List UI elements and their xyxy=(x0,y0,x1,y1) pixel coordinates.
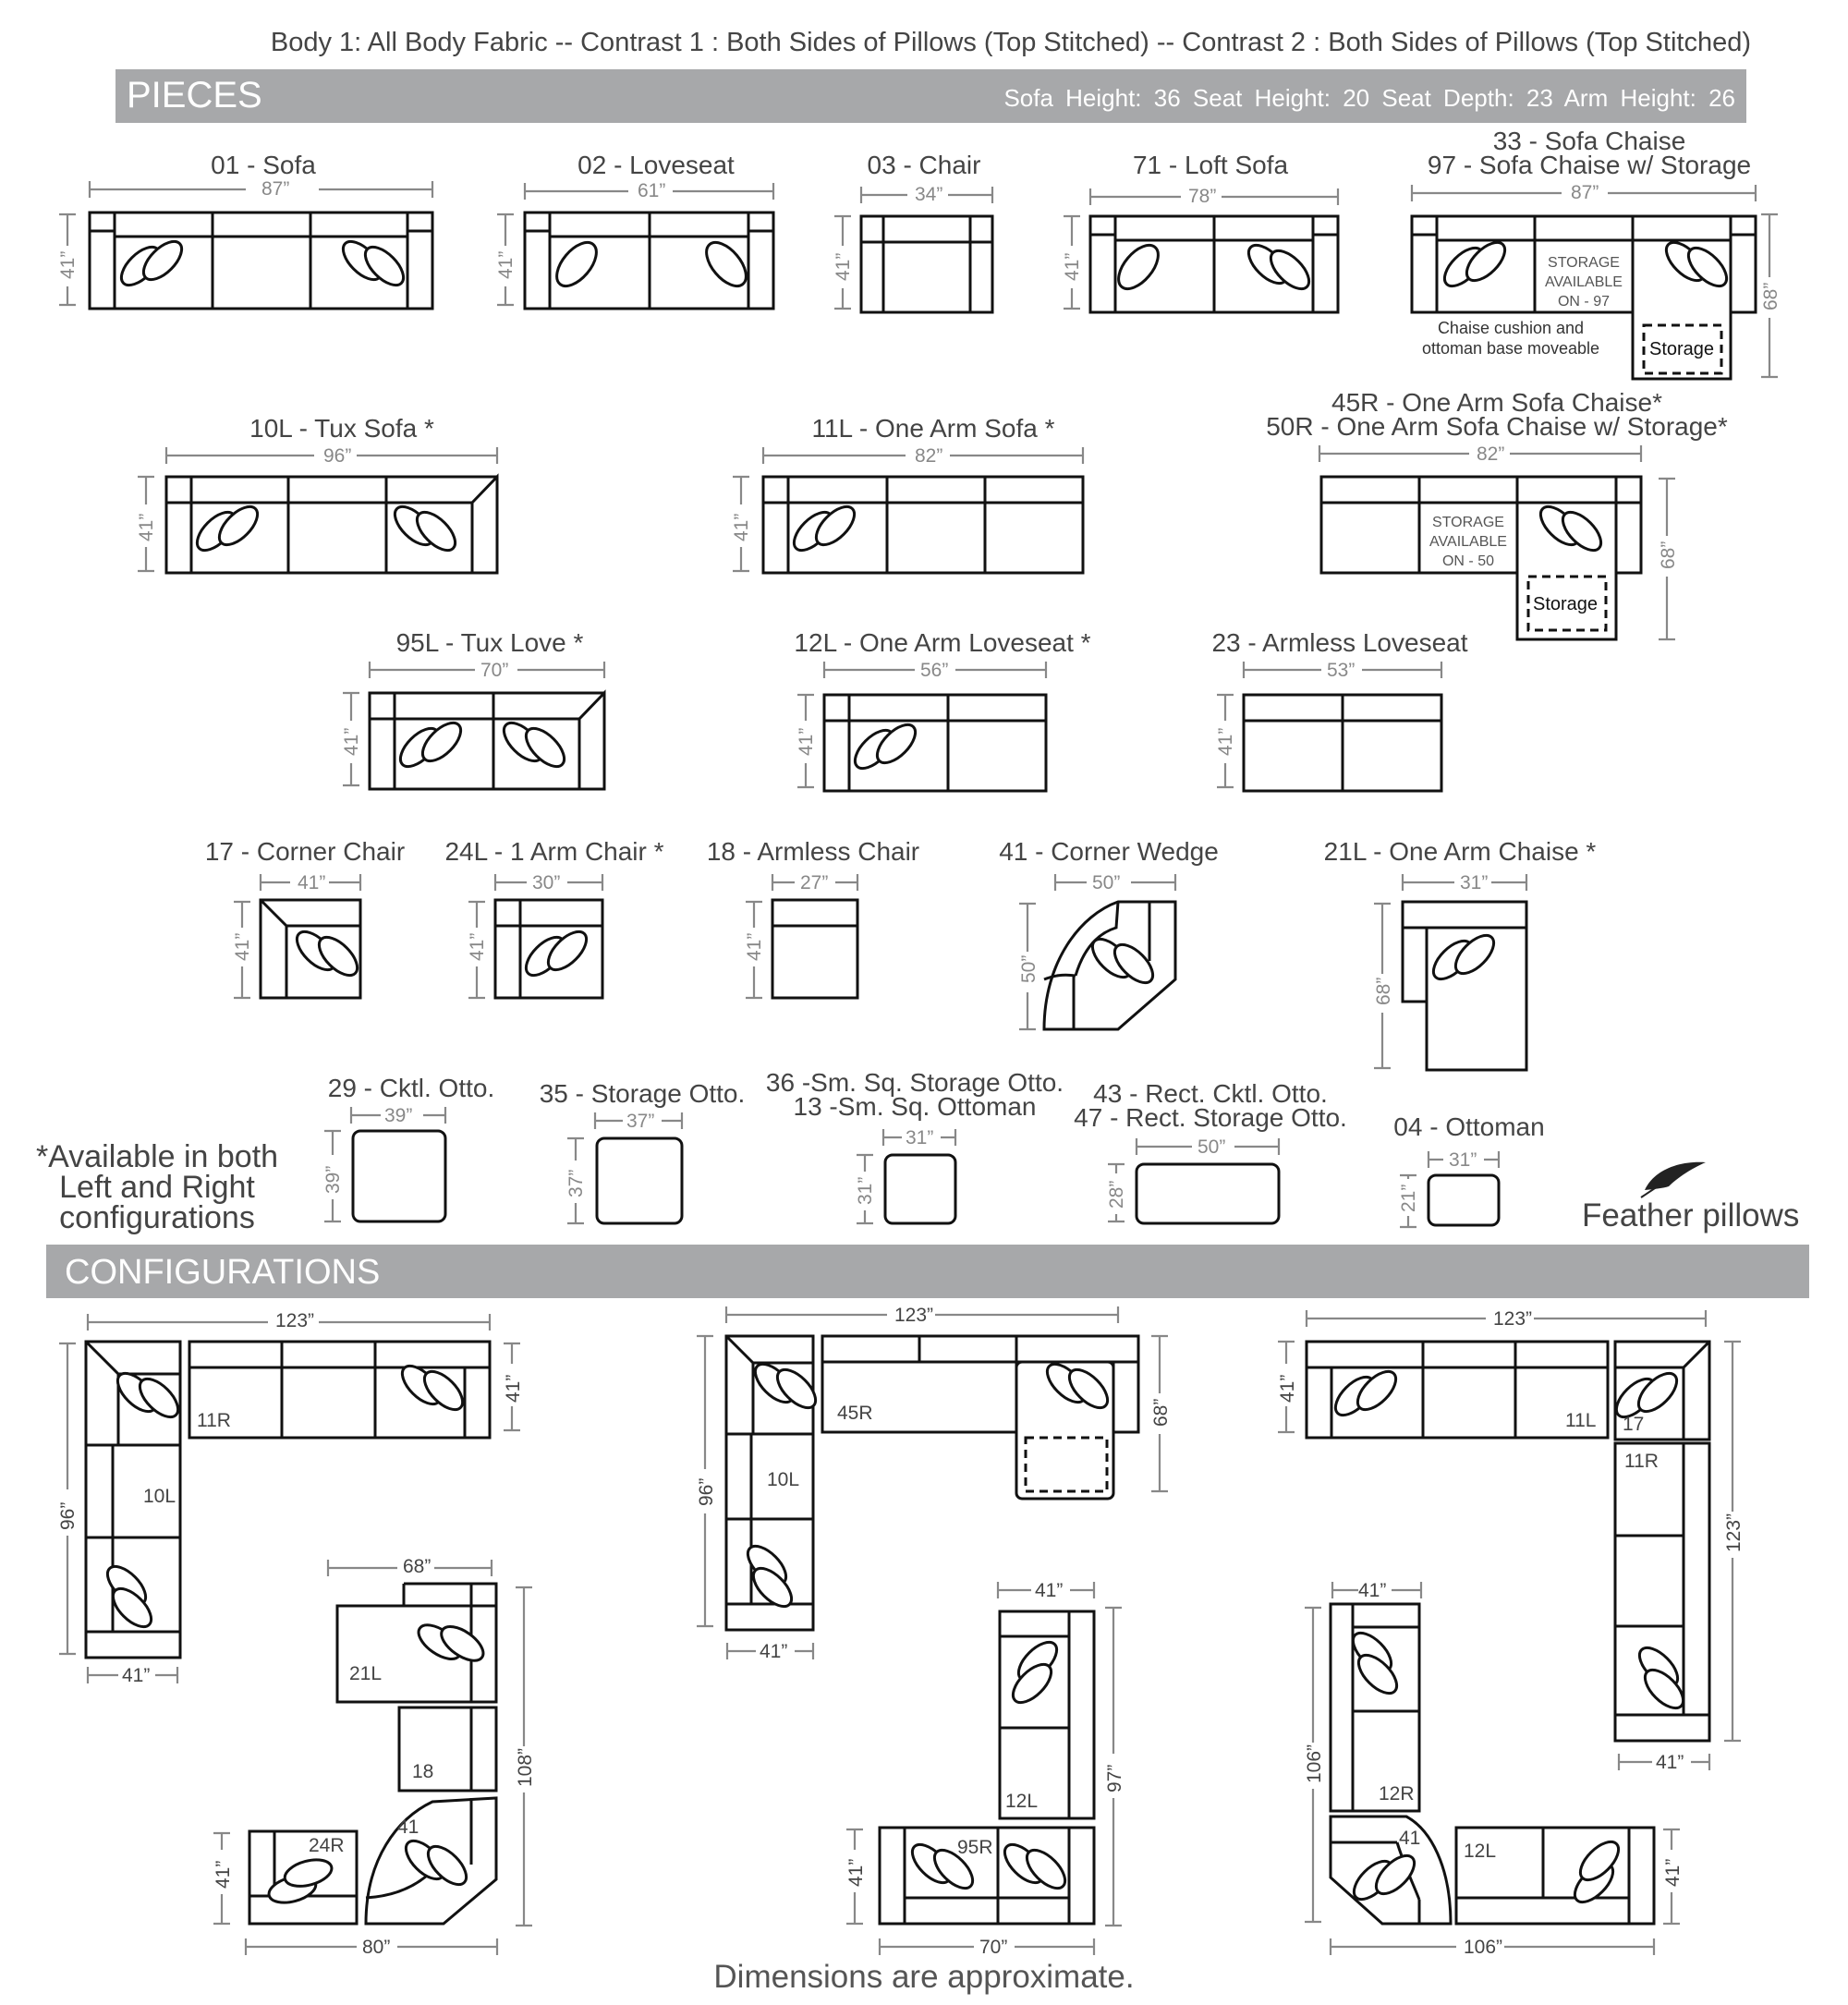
piece-one-arm-sofa xyxy=(731,445,1083,573)
piece-label-tux-sofa: 10L - Tux Sofa * xyxy=(249,414,434,443)
dim-c1-width: 123” xyxy=(275,1310,315,1331)
piece-label-sofa: 01 - Sofa xyxy=(211,151,316,179)
dim-cktl-otto-depth: 39” xyxy=(322,1165,344,1194)
piece-label-armless-loveseat: 23 - Armless Loveseat xyxy=(1211,628,1468,657)
config-code: 12L xyxy=(1005,1791,1039,1812)
storage-available-note: AVAILABLE xyxy=(1545,274,1623,290)
piece-label-chair: 03 - Chair xyxy=(867,151,981,179)
footer-note: Dimensions are approximate. xyxy=(713,1959,1135,1995)
config-code: 12R xyxy=(1379,1783,1415,1804)
dim-loft-depth: 41” xyxy=(1062,252,1083,281)
dim-c1b-depth: 41” xyxy=(213,1860,234,1889)
piece-label-one-arm-chair: 24L - 1 Arm Chair * xyxy=(444,837,664,866)
piece-armless-chair xyxy=(744,872,857,998)
config-code: 17 xyxy=(1623,1414,1645,1435)
piece-label-one-arm-loveseat: 12L - One Arm Loveseat * xyxy=(794,628,1091,657)
dim-sm-sq-otto-depth: 31” xyxy=(855,1176,876,1205)
dim-loveseat-width: 61” xyxy=(638,180,666,201)
piece-one-arm-chaise xyxy=(1373,872,1526,1070)
piece-ottoman xyxy=(1398,1149,1499,1227)
piece-label-storage-otto: 35 - Storage Otto. xyxy=(539,1079,746,1108)
piece-corner-wedge xyxy=(1018,872,1175,1029)
dim-armless-chair-width: 27” xyxy=(800,872,829,893)
config-code: 10L xyxy=(767,1469,800,1490)
dim-cktl-otto-width: 39” xyxy=(384,1105,413,1126)
availability-line: configurations xyxy=(59,1200,255,1235)
dim-chair-width: 34” xyxy=(915,184,943,205)
dim-one-arm-chaise-width: 31” xyxy=(1460,872,1489,893)
piece-rect-otto xyxy=(1106,1136,1279,1223)
dim-one-arm-chaise-width: 82” xyxy=(1477,444,1505,465)
dim-rect-otto-width: 50” xyxy=(1198,1136,1226,1158)
dim-c1-depth: 41” xyxy=(503,1374,524,1403)
feather-pillows-label: Feather pillows xyxy=(1582,1197,1800,1233)
dim-sofa-depth: 41” xyxy=(57,250,79,279)
dimension-specs: Sofa Height: 36 Seat Height: 20 Seat Depth: 23 Arm Height: 26 xyxy=(1003,84,1735,112)
piece-label-one-arm-chaise: 21L - One Arm Chaise * xyxy=(1323,837,1597,866)
config-2 xyxy=(696,1305,1172,1958)
feather-icon xyxy=(1641,1162,1706,1197)
storage-available-note: ON - 50 xyxy=(1441,553,1495,569)
dim-corner-chair-width: 41” xyxy=(298,872,326,893)
piece-one-arm-chair xyxy=(467,872,602,998)
storage-label: Storage xyxy=(1533,594,1599,614)
piece-cktl-otto xyxy=(322,1105,445,1221)
dim-one-arm-sofa-width: 82” xyxy=(915,445,943,467)
config-code: 45R xyxy=(837,1403,873,1424)
piece-label-sofa-chaise-storage: 97 - Sofa Chaise w/ Storage xyxy=(1427,151,1752,179)
dim-c3-height: 123” xyxy=(1723,1513,1745,1552)
config-code: 10L xyxy=(143,1486,176,1507)
dim-ottoman-width: 31” xyxy=(1449,1149,1477,1171)
dim-c2b-bottom: 70” xyxy=(979,1937,1008,1958)
config-code: 11L xyxy=(1565,1410,1597,1431)
dim-corner-chair-depth: 41” xyxy=(232,932,253,961)
dim-one-arm-loveseat-depth: 41” xyxy=(796,727,817,756)
dim-c2-height: 96” xyxy=(696,1477,717,1506)
piece-sm-sq-otto xyxy=(855,1127,955,1223)
config-code: 12L xyxy=(1464,1841,1497,1862)
piece-label-corner-wedge: 41 - Corner Wedge xyxy=(999,837,1219,866)
dim-tux-sofa-depth: 41” xyxy=(136,513,157,541)
piece-one-arm-sofa-chaise xyxy=(1319,444,1679,639)
dim-c3b-height: 106” xyxy=(1304,1744,1325,1783)
config-code: 41 xyxy=(1399,1828,1421,1849)
config-code: 11R xyxy=(197,1410,231,1431)
dim-storage-otto-depth: 37” xyxy=(565,1169,587,1197)
piece-label-corner-chair: 17 - Corner Chair xyxy=(204,837,406,866)
dim-one-arm-loveseat-width: 56” xyxy=(920,660,949,681)
availability-line: *Available in both xyxy=(35,1139,279,1174)
dim-one-arm-chair-width: 30” xyxy=(532,872,561,893)
dim-loveseat-depth: 41” xyxy=(495,250,517,279)
dim-rect-otto-depth: 28” xyxy=(1106,1180,1127,1209)
dim-chair-depth: 41” xyxy=(833,252,854,281)
pieces-title: PIECES xyxy=(127,75,262,115)
dim-armless-loveseat-depth: 41” xyxy=(1215,727,1236,756)
piece-label-sofa-chaise: 33 - Sofa Chaise xyxy=(1492,127,1686,155)
chaise-note-line: ottoman base moveable xyxy=(1421,339,1600,358)
dim-sm-sq-otto-width: 31” xyxy=(906,1127,934,1148)
dim-c1-height: 96” xyxy=(57,1501,79,1530)
config-code: 21L xyxy=(349,1663,383,1684)
dim-loft-width: 78” xyxy=(1188,186,1217,207)
dim-sofa-width: 87” xyxy=(261,178,290,200)
piece-label-armless-chair: 18 - Armless Chair xyxy=(706,837,920,866)
storage-available-note: AVAILABLE xyxy=(1429,534,1507,550)
piece-sofa xyxy=(57,178,432,309)
piece-label-one-arm-sofa: 11L - One Arm Sofa * xyxy=(811,414,1055,443)
piece-corner-chair xyxy=(232,872,364,998)
piece-label-one-arm-sofa-chaise-storage: 50R - One Arm Sofa Chaise w/ Storage* xyxy=(1266,412,1728,441)
dim-one-arm-sofa-depth: 41” xyxy=(731,513,752,541)
dim-c2b-width: 41” xyxy=(1035,1580,1064,1601)
dim-tux-love-depth: 41” xyxy=(341,727,362,756)
chaise-note-line: Chaise cushion and xyxy=(1437,319,1585,337)
piece-loft-sofa xyxy=(1062,186,1338,312)
piece-label-tux-love: 95L - Tux Love * xyxy=(395,628,584,657)
dim-one-arm-chair-depth: 41” xyxy=(467,932,488,961)
storage-available-note: STORAGE xyxy=(1432,515,1504,530)
dim-armless-chair-depth: 41” xyxy=(744,932,765,961)
piece-one-arm-loveseat xyxy=(796,660,1046,791)
dim-c1b-bottom: 80” xyxy=(362,1937,391,1958)
storage-available-note: STORAGE xyxy=(1548,255,1620,271)
config-code: 41 xyxy=(397,1817,419,1838)
config-code: 24R xyxy=(309,1835,345,1856)
piece-label-one-arm-sofa-chaise: 45R - One Arm Sofa Chaise* xyxy=(1331,388,1662,417)
piece-label-sm-sq-storage-otto: 36 -Sm. Sq. Storage Otto. xyxy=(765,1068,1064,1097)
storage-label: Storage xyxy=(1649,339,1715,359)
config-3 xyxy=(1277,1308,1745,1958)
dim-c3-bottom: 41” xyxy=(1656,1752,1684,1773)
dim-c3b-width: 41” xyxy=(1358,1580,1387,1601)
piece-chair xyxy=(833,184,992,312)
dim-one-arm-chaise-depth: 68” xyxy=(1658,541,1679,569)
config-1 xyxy=(57,1310,536,1958)
config-code: 18 xyxy=(412,1761,434,1782)
dim-c1b-width: 68” xyxy=(403,1556,432,1577)
dim-storage-otto-width: 37” xyxy=(626,1111,655,1132)
dim-ottoman-depth: 21” xyxy=(1398,1184,1419,1212)
availability-line: Left and Right xyxy=(59,1170,255,1205)
piece-tux-sofa xyxy=(136,445,497,573)
dim-c2-bottom: 41” xyxy=(760,1641,788,1662)
piece-label-loft-sofa: 71 - Loft Sofa xyxy=(1132,151,1289,179)
piece-armless-loveseat xyxy=(1215,660,1441,791)
piece-label-rect-storage-otto: 47 - Rect. Storage Otto. xyxy=(1074,1103,1347,1132)
dim-tux-sofa-width: 96” xyxy=(323,445,352,467)
piece-tux-love xyxy=(341,660,604,789)
piece-label-rect-cktl-otto: 43 - Rect. Cktl. Otto. xyxy=(1093,1079,1328,1108)
piece-storage-otto xyxy=(565,1111,682,1223)
dim-c1-bottom: 41” xyxy=(122,1665,151,1686)
config-code: 95R xyxy=(957,1837,993,1858)
dim-c1b-height: 108” xyxy=(515,1747,536,1787)
dim-armless-loveseat-width: 53” xyxy=(1327,660,1356,681)
fabric-note: Body 1: All Body Fabric -- Contrast 1 : Both Sides of Pillows (Top Stitched) -- Contrast 2 : Both Sides of Pillows (Top Stitched) xyxy=(270,28,1751,57)
dim-sofa-chaise-width: 87” xyxy=(1571,182,1599,203)
dim-c2b-depth: 41” xyxy=(845,1858,867,1887)
dim-c3b-bottom: 106” xyxy=(1464,1937,1503,1958)
piece-label-sm-sq-ottoman: 13 -Sm. Sq. Ottoman xyxy=(793,1092,1037,1121)
dim-one-arm-chaise-depth: 68” xyxy=(1373,977,1394,1005)
dim-c2b-height: 97” xyxy=(1104,1764,1125,1792)
dim-sofa-chaise-depth: 68” xyxy=(1760,282,1781,310)
config-code: 11R xyxy=(1624,1451,1659,1472)
storage-available-note: ON - 97 xyxy=(1557,294,1611,310)
piece-label-ottoman: 04 - Ottoman xyxy=(1393,1112,1545,1141)
dim-corner-wedge-width: 50” xyxy=(1092,872,1121,893)
dim-c3b-depth: 41” xyxy=(1662,1858,1684,1887)
dim-corner-wedge-depth: 50” xyxy=(1018,954,1040,983)
dim-tux-love-width: 70” xyxy=(480,660,509,681)
piece-label-cktl-otto: 29 - Cktl. Otto. xyxy=(327,1074,495,1102)
configurations-title: CONFIGURATIONS xyxy=(65,1253,381,1292)
piece-label-loveseat: 02 - Loveseat xyxy=(578,151,735,179)
piece-sofa-chaise xyxy=(1412,182,1781,379)
dim-c3-width: 123” xyxy=(1493,1308,1533,1330)
dim-c2-depth: 68” xyxy=(1150,1398,1172,1427)
dim-c2-width: 123” xyxy=(894,1305,934,1326)
dim-c3-depth: 41” xyxy=(1277,1374,1298,1403)
piece-loveseat xyxy=(495,180,773,309)
